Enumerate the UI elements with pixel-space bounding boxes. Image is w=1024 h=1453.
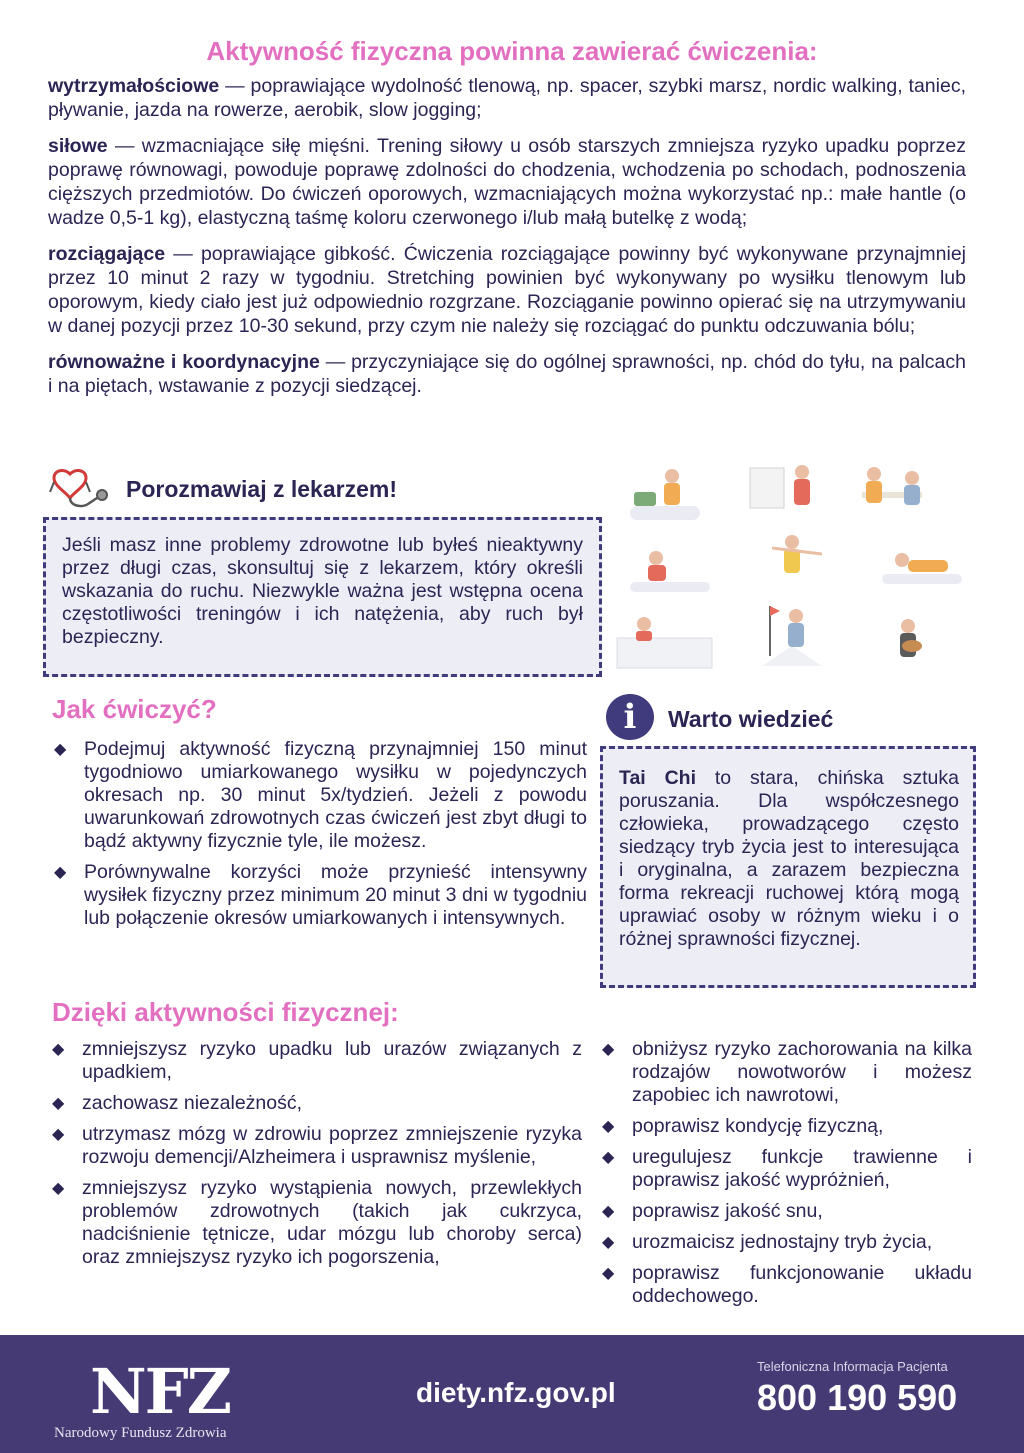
stethoscope-icon	[48, 466, 110, 512]
list-item-text: Podejmuj aktywność fizyczną przynajmniej 150 minut tygodniowo umiarkowanego wysiłku w pojedynczych okresach np. 30 minut 5x/tydzień. Jeżeli z powodu uwarunkowań zdrowotnych czas ćwiczeń jest zbyt długi to bądź aktywny fizycznie tyle, ile możesz.	[84, 738, 587, 852]
list-item-text: zmniejszysz ryzyko upadku lub urazów związanych z upadkiem,	[82, 1038, 582, 1083]
diamond-bullet-icon: ◆	[602, 1118, 615, 1135]
list-item	[50, 1092, 582, 1115]
list-item-text: urozmaicisz jednostajny tryb życia,	[632, 1231, 933, 1253]
list-item-text: poprawisz jakość snu,	[632, 1200, 823, 1222]
phone-number[interactable]: 800 190 590	[757, 1377, 958, 1418]
exercise-term: równoważne i koordynacyjne	[48, 351, 320, 373]
list-item	[52, 738, 587, 853]
diamond-bullet-icon: ◆	[602, 1149, 615, 1166]
list-item	[50, 1177, 582, 1269]
list-item-text: poprawisz kondycję fizyczną,	[632, 1115, 884, 1137]
footer	[0, 1335, 1024, 1453]
benefits-list-right	[600, 1038, 972, 1316]
diamond-bullet-icon: ◆	[52, 1095, 65, 1112]
diamond-bullet-icon: ◆	[602, 1203, 615, 1220]
org-name: Narodowy Fundusz Zdrowia	[54, 1425, 227, 1441]
doctor-title: Porozmawiaj z lekarzem!	[126, 476, 397, 502]
how-to-list	[52, 738, 587, 938]
list-item-text: utrzymasz mózg w zdrowiu poprzez zmniejszenie ryzyka rozwoju demencji/Alzheimera i usprawnisz myślenie,	[82, 1123, 582, 1168]
page-title: Aktywność fizyczna powinna zawierać ćwiczenia:	[206, 36, 818, 66]
exercise-term: siłowe	[48, 135, 108, 157]
list-item	[600, 1038, 972, 1107]
doctor-header	[48, 466, 608, 516]
list-item	[600, 1262, 972, 1308]
diamond-bullet-icon: ◆	[602, 1265, 615, 1282]
info-box	[600, 746, 976, 988]
exercise-desc: — poprawiające gibkość. Ćwiczenia rozciągające powinny być wykonywane przynajmniej przez 10 minut 2 razy w tygodniu. Stretching powinien być wykonywany po wysiłku tlenowym lub oporowym, kiedy ciało jest już odpowiednio rozgrzane. Rozciąganie powinno opierać się na utrzymywaniu w danej pozycji przez 10-30 sekund, przy czym nie należy się rozciągać do punktu odczuwania bólu;	[48, 243, 966, 337]
exercise-desc: — wzmacniające siłę mięśni. Trening siłowy u osób starszych zmniejsza ryzyko upadku poprzez poprawę równowagi, powoduje poprawę zdolności do chodzenia, wchodzenia po schodach, podnoszenia cięższych przedmiotów. Do ćwiczeń oporowych, wzmacniających można wykorzystać np.: małe hantle (o wadze 0,5-1 kg), elastyczną taśmę koloru czerwonego i/lub małą butelkę z wodą;	[48, 135, 966, 229]
benefits-heading: Dzięki aktywności fizycznej:	[52, 997, 399, 1027]
list-item-text: zmniejszysz ryzyko wystąpienia nowych, przewlekłych problemów zdrowotnych (takich jak cukrzyca, nadciśnienie tętnicze, udar mózgu lub choroby serca) oraz zmniejszysz ryzyko ich pogorszenia,	[82, 1177, 582, 1268]
info-icon: i	[606, 694, 654, 740]
list-item-text: Porównywalne korzyści może przynieść intensywny wysiłek fizyczny przez minimum 20 minut 3 dni w tygodniu lub połączenie okresów umiarkowanych i intensywnych.	[84, 861, 587, 929]
list-item	[50, 1038, 582, 1084]
exercise-desc: — poprawiające wydolność tlenową, np. spacer, szybki marsz, nordic walking, taniec, pływanie, jazda na rowerze, aerobik, slow jogging;	[48, 75, 966, 121]
exercise-type-item	[48, 350, 966, 398]
exercise-desc: — przyczyniające się do ogólnej sprawności, np. chód do tyłu, na palcach i na piętach, wstawanie z pozycji siedzącej.	[48, 351, 966, 397]
exercise-term: wytrzymałościowe	[48, 75, 220, 97]
doctor-text: Jeśli masz inne problemy zdrowotne lub byłeś nieaktywny przez długi czas, skonsultuj się z lekarzem, który określi wskazania do ruchu. Niezwykle ważna jest wstępna ocena częstotliwości treningów i ich natężenia, aby ruch był bezpieczny.	[62, 534, 583, 648]
info-title: Warto wiedzieć	[668, 706, 834, 732]
list-item-text: zachowasz niezależność,	[82, 1092, 303, 1114]
exercise-type-item	[48, 134, 966, 230]
list-item	[50, 1123, 582, 1169]
list-item-text: obniżysz ryzyko zachorowania na kilka rodzajów nowotworów i możesz zapobiec ich nawrotowi,	[632, 1038, 972, 1106]
info-header	[606, 694, 976, 740]
list-item	[52, 861, 587, 930]
exercise-term: rozciągające	[48, 243, 166, 265]
exercise-type-item	[48, 242, 966, 338]
seniors-activities-illustration	[612, 456, 982, 676]
exercise-types	[48, 74, 966, 410]
benefits-list-left	[50, 1038, 582, 1277]
exercise-type-item	[48, 74, 966, 122]
diamond-bullet-icon: ◆	[52, 1126, 65, 1143]
doctor-box	[43, 517, 602, 677]
nfz-logo: NFZ	[90, 1355, 230, 1428]
list-item	[600, 1200, 972, 1223]
list-item	[600, 1231, 972, 1254]
list-item-text: poprawisz funkcjonowanie układu oddechowego.	[632, 1262, 972, 1307]
website-link[interactable]: diety.nfz.gov.pl	[416, 1377, 616, 1408]
diamond-bullet-icon: ◆	[602, 1041, 615, 1058]
diamond-bullet-icon: ◆	[602, 1234, 615, 1251]
phone-label: Telefoniczna Informacja Pacjenta	[757, 1359, 948, 1374]
how-to-exercise-heading: Jak ćwiczyć?	[52, 694, 217, 724]
info-term: Tai Chi	[619, 767, 697, 789]
diamond-bullet-icon: ◆	[52, 1041, 65, 1058]
list-item-text: uregulujesz funkcje trawienne i poprawisz jakość wypróżnień,	[632, 1146, 972, 1191]
list-item	[600, 1115, 972, 1138]
list-item	[600, 1146, 972, 1192]
diamond-bullet-icon: ◆	[54, 741, 67, 758]
info-text: to stara, chińska sztuka poruszania. Dla współczesnego człowieka, prowadzącego często siedzący tryb życia jest to interesująca i oryginalna, a zarazem bezpieczna forma rekreacji ruchowej którą mogą uprawiać osoby w różnym wieku i o różnej sprawności fizycznej.	[619, 767, 959, 950]
diamond-bullet-icon: ◆	[54, 864, 67, 881]
diamond-bullet-icon: ◆	[52, 1180, 65, 1197]
